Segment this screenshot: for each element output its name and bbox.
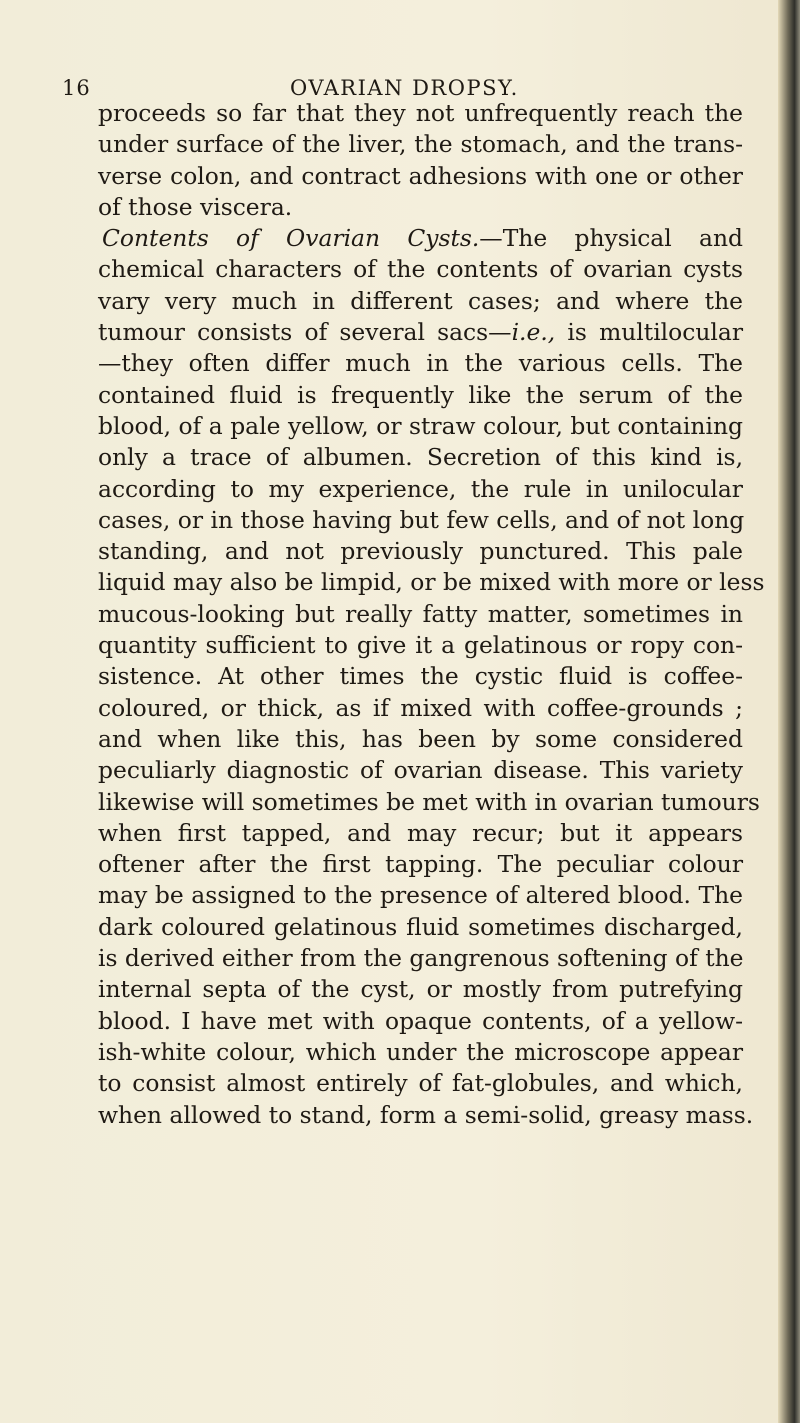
text-line: standing, and not previously punctured. This pale — [98, 537, 743, 566]
text-line: to consist almost entirely of fat-globules, and which, — [98, 1069, 743, 1098]
text-line: dark coloured gelatinous fluid sometimes discharged, — [98, 912, 743, 941]
text-line: quantity sufficient to give it a gelatinous or ropy con- — [98, 631, 743, 660]
text-line: blood. I have met with opaque contents, of a yellow- — [98, 1006, 743, 1035]
text-line: is derived either from the gangrenous softening of the — [98, 944, 744, 973]
text-line — [98, 317, 743, 348]
text-line: when allowed to stand, form a semi-solid, greasy mass. — [98, 1100, 754, 1129]
text-line: may be assigned to the presence of altered blood. The — [98, 881, 743, 910]
text-line: ish-white colour, which under the microscope appear — [98, 1037, 743, 1066]
text-line: coloured, or thick, as if mixed with coffee-grounds ; — [98, 693, 743, 722]
text-fragment: —The physical and — [479, 224, 743, 253]
text-line: of those viscera. — [98, 192, 293, 221]
text-line: internal septa of the cyst, or mostly from putrefying — [98, 975, 743, 1004]
text-line: verse colon, and contract adhesions with one or other — [98, 161, 743, 190]
text-line: according to my experience, the rule in unilocular — [98, 474, 743, 503]
section-heading: Contents of Ovarian Cysts. — [102, 224, 480, 253]
text-line: mucous-looking but really fatty matter, sometimes in — [98, 599, 743, 628]
text-line: vary very much in different cases; and where the — [98, 286, 743, 315]
text-line: —they often differ much in the various cells. The — [98, 349, 743, 378]
text-line: sistence. At other times the cystic fluid is coffee- — [98, 662, 743, 691]
text-line: only a trace of albumen. Secretion of this kind is, — [98, 443, 743, 472]
text-line: blood, of a pale yellow, or straw colour, but containing — [98, 411, 743, 440]
page-edge-binding — [778, 0, 800, 1423]
italic-abbreviation: i.e., — [511, 318, 556, 347]
text-line: liquid may also be limpid, or be mixed with more or less — [98, 568, 765, 597]
text-line: proceeds so far that they not unfrequently reach the — [98, 99, 743, 127]
running-head: OVARIAN DROPSY. — [290, 76, 519, 100]
text-line: likewise will sometimes be met with in ovarian tumours — [98, 787, 760, 816]
body-text — [98, 98, 765, 1131]
text-fragment: is multilocular — [555, 318, 744, 347]
text-line: when first tapped, and may recur; but it appears — [98, 818, 743, 847]
text-line: chemical characters of the contents of ovarian cysts — [98, 255, 743, 284]
text-line: peculiarly diagnostic of ovarian disease. This variety — [98, 756, 743, 785]
text-line: under surface of the liver, the stomach, and the trans- — [98, 130, 743, 159]
page-number: 16 — [62, 76, 91, 100]
text-line: cases, or in those having but few cells, and of not long — [98, 505, 745, 534]
text-fragment: tumour consists of several sacs— — [98, 318, 512, 347]
section-heading-line — [98, 223, 743, 254]
text-line: contained fluid is frequently like the serum of the — [98, 380, 743, 409]
text-line: and when like this, has been by some considered — [98, 724, 743, 753]
text-line: oftener after the first tapping. The peculiar colour — [98, 850, 743, 879]
